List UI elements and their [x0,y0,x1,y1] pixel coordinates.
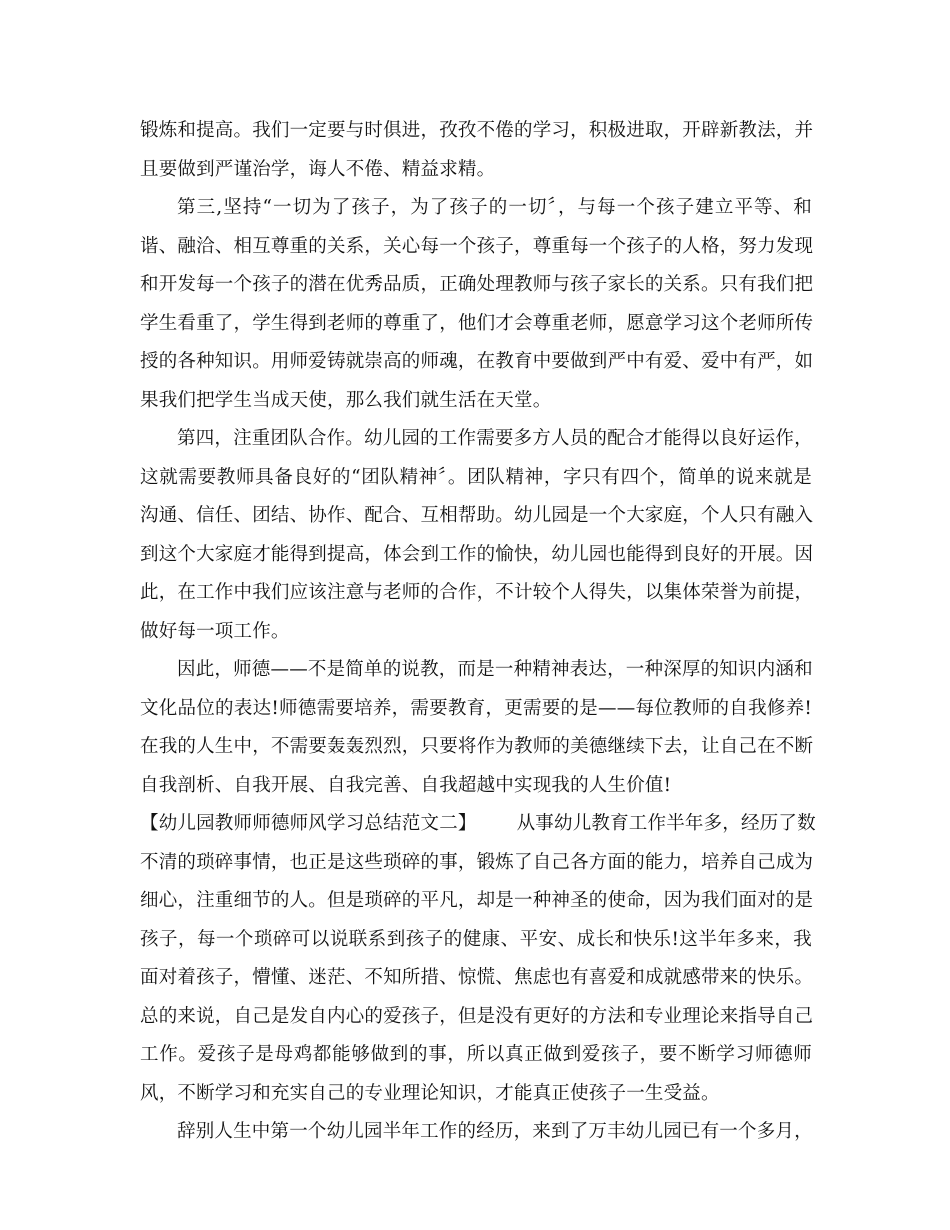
text-line: 谐、融洽、相互尊重的关系，关心每一个孩子，尊重每一个孩子的人格，努力发现 [140,235,814,257]
text-line: 工作。爱孩子是母鸡都能够做到的事，所以真正做到爱孩子，要不断学习师德师 [140,1044,812,1065]
text-line: 果我们把学生当成天使，那么我们就生活在天堂。 [140,389,552,411]
text-line: 总的来说，自己是发自内心的爱孩子，但是没有更好的方法和专业理论来指导自己 [140,1005,814,1027]
text-line: 第四，注重团队合作。幼儿园的工作需要多方人员的配合才能得以良好运作， [177,428,813,449]
text-line: 且要做到严谨治学，诲人不倦、精益求精。 [140,158,496,180]
section-heading-line [140,805,816,844]
text-line: 文化品位的表达!师德需要培养，需要教育，更需要的是——每位教师的自我修养! [140,697,812,719]
text-line: 和开发每一个孩子的潜在优秀品质，正确处理教师与孩子家长的关系。只有我们把 [140,274,814,295]
text-line: 不清的琐碎事情，也正是这些琐碎的事，锻炼了自己各方面的能力，培养自己成为 [140,851,814,873]
heading-continuation: 从事幼儿教育工作半年多，经历了数 [516,813,816,834]
text-line: 做好每一项工作。 [140,620,290,642]
text-line: 辞别人生中第一个幼儿园半年工作的经历，来到了万丰幼儿园已有一个多月， [177,1121,813,1142]
text-line: 此，在工作中我们应该注意与老师的合作，不计较个人得失，以集体荣誉为前提， [140,582,814,603]
text-line: 细心，注重细节的人。但是琐碎的平凡，却是一种神圣的使命，因为我们面对的是 [140,890,814,911]
text-line: 孩子，每一个琐碎可以说联系到孩子的健康、平安、成长和快乐!这半年多来，我 [140,928,812,950]
text-line: 风，不断学习和充实自己的专业理论知识，才能真正使孩子一生受益。 [140,1082,720,1104]
text-line: 学生看重了，学生得到老师的尊重了，他们才会尊重老师，愿意学习这个老师所传 [140,312,814,334]
body-text [140,112,816,1152]
text-line: 自我剖析、自我开展、自我完善、自我超越中实现我的人生价值! [140,774,672,796]
text-line: 面对着孩子，懵懂、迷茫、不知所措、惊慌、焦虑也有喜爱和成就感带来的快乐。 [140,967,814,988]
text-line: 这就需要教师具备良好的“团队精神〞。团队精神，字只有四个，简单的说来就是 [140,466,812,488]
text-line: 第三,坚持“一切为了孩子，为了孩子的一切〞，与每一个孩子建立平等、和 [177,197,812,218]
text-line: 到这个大家庭才能得到提高，体会到工作的愉快，幼儿园也能得到良好的开展。因 [140,543,814,565]
text-line: 因此，师德——不是简单的说教，而是一种精神表达，一种深厚的知识内涵和 [177,659,813,680]
text-line: 授的各种知识。用师爱铸就崇高的师魂，在教育中要做到严中有爱、爱中有严，如 [140,351,814,372]
text-line: 在我的人生中，不需要轰轰烈烈，只要将作为教师的美德继续下去，让自己在不断 [140,736,814,757]
text-line: 锻炼和提高。我们一定要与时俱进，孜孜不倦的学习，积极进取，开辟新教法，并 [140,120,814,141]
section-heading: 【幼儿园教师师德师风学习总结范文二】 [140,813,477,834]
text-line: 沟通、信任、团结、协作、配合、互相帮助。幼儿园是一个大家庭，个人只有融入 [140,505,814,526]
